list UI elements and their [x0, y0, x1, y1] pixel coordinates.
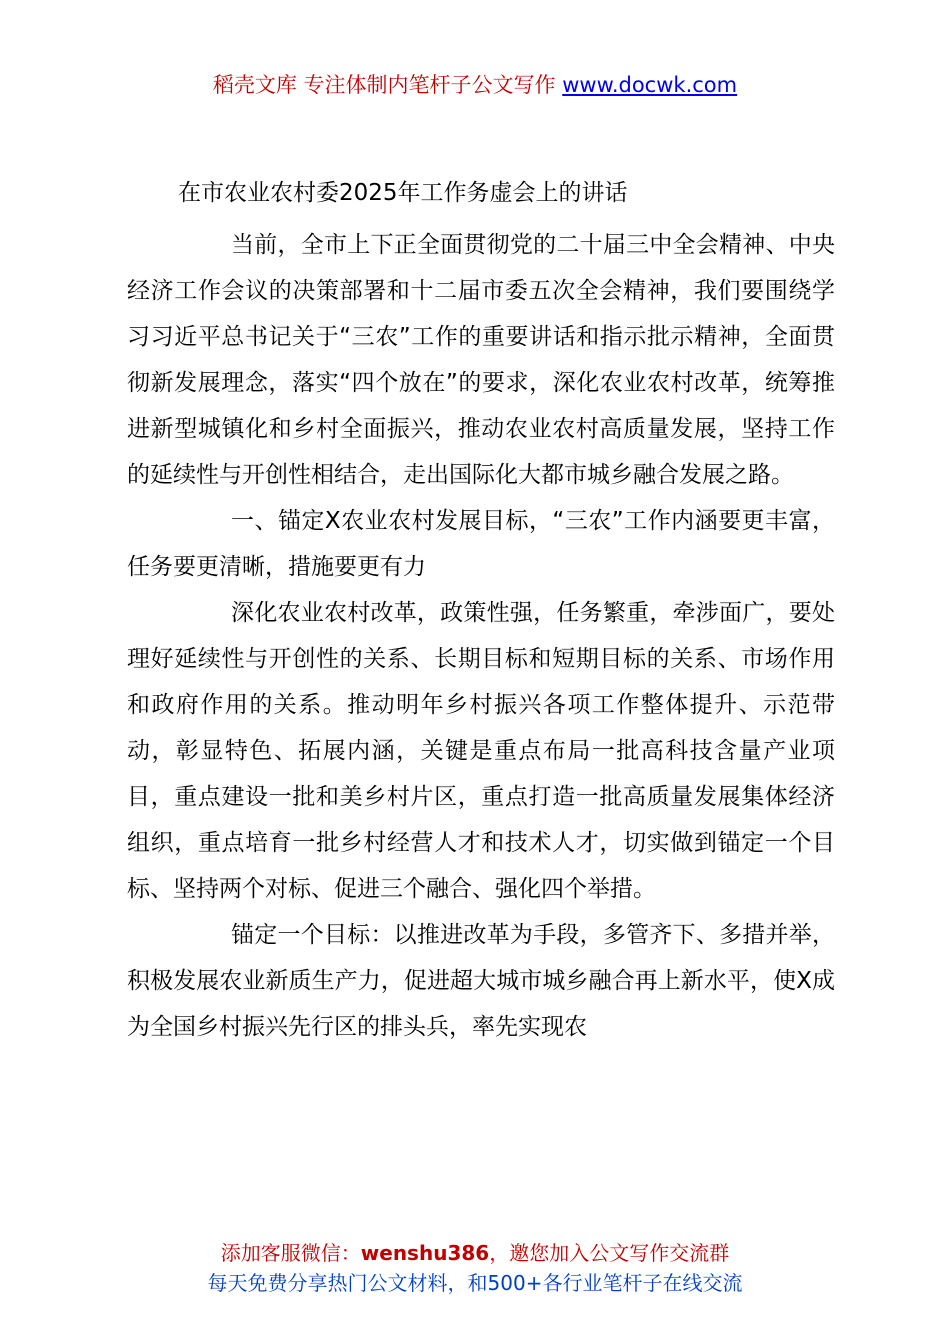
- paragraph-goal: 锚定一个目标：以推进改革为手段，多管齐下、多措并举，积极发展农业新质生产力，促进超大城市城乡融合再上新水平，使X成为全国乡村振兴先行区的排头兵，率先实现农: [127, 922, 835, 1040]
- footer-line-share: 每天免费分享热门公文材料，和500+各行业笔杆子在线交流: [207, 1271, 743, 1295]
- section-heading-1: 一、锚定X农业农村发展目标，“三农”工作内涵要更丰富，任务要更清晰，措施要更有力: [127, 508, 835, 580]
- document-body: [127, 222, 835, 1050]
- site-url-link[interactable]: www.docwk.com: [562, 73, 738, 97]
- wechat-id: wenshu386: [360, 1241, 490, 1265]
- footer-wechat-suffix: ，邀您加入公文写作交流群: [489, 1241, 730, 1265]
- promo-footer: [0, 1238, 950, 1298]
- paragraph-reform: 深化农业农村改革，政策性强，任务繁重，牵涉面广，要处理好延续性与开创性的关系、长期目标和短期目标的关系、市场作用和政府作用的关系。推动明年乡村振兴各项工作整体提升、示范带动，彰显特色、拓展内涵，关键是重点布局一批高科技含量产业项目，重点建设一批和美乡村片区，重点打造一批高质量发展集体经济组织，重点培育一批乡村经营人才和技术人才，切实做到锚定一个目标、坚持两个对标、促进三个融合、强化四个举措。: [127, 600, 835, 902]
- paragraph-intro: 当前，全市上下正全面贯彻党的二十届三中全会精神、中央经济工作会议的决策部署和十二届市委五次全会精神，我们要围绕学习习近平总书记关于“三农”工作的重要讲话和指示批示精神，全面贯彻新发展理念，落实“四个放在”的要求，深化农业农村改革，统筹推进新型城镇化和乡村全面振兴，推动农业农村高质量发展，坚持工作的延续性与开创性相结合，走出国际化大都市城乡融合发展之路。: [127, 232, 835, 488]
- site-brand: 稻壳文库 专注体制内笔杆子公文写作: [212, 73, 563, 97]
- document-title: 在市农业农村委2025年工作务虚会上的讲话: [178, 180, 628, 206]
- site-header: [0, 70, 950, 100]
- footer-line-wechat: [0, 1238, 950, 1268]
- footer-wechat-prefix: 添加客服微信：: [220, 1241, 361, 1265]
